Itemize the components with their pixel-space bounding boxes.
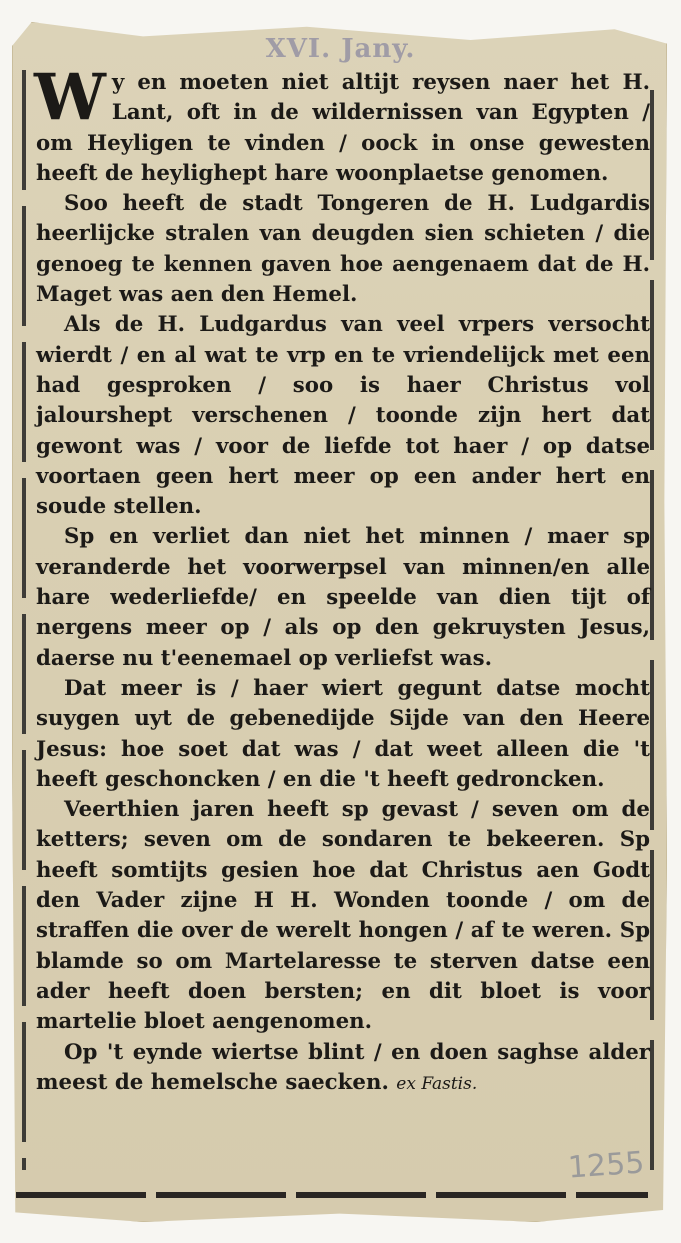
left-border-rule (22, 70, 26, 1170)
bottom-border-rule (16, 1192, 648, 1198)
paragraph-5: Dat meer is / haer wiert gegunt datse mocht suygen uyt de gebenedijde Sijde van den Heere Jesus: hoe soet dat was / dat weet alleen die 't heeft geschoncken / en die 't heeft gedroncken. (36, 675, 650, 792)
paragraph-6: Veerthien jaren heeft sp gevast / seven om de ketters; seven om de sondaren te bekeeren. Sp heeft somtijts gesien hoe dat Christus aen Godt den Vader zijne H H. Wonden toonde / om de straffen die over de werelt hongen / af te weren. Sp blamde so om Martelaresse te sterven datse een ader heeft doen bersten; en dit bloet is voor martelie bloet aengenomen. (36, 797, 650, 1035)
paragraph-7: Op 't eynde wiertse blint / en doen saghse alder meest de hemelsche saecken. ex Fastis. (36, 1039, 650, 1095)
article-body (34, 60, 650, 1099)
source-citation: ex Fastis. (396, 1073, 478, 1094)
paragraph-1: Wy en moeten niet altijt reysen naer het H. Lant, oft in de wildernissen van Egypten / om Heyligen te vinden / oock in onse gewesten heeft de heylighept hare woonplaetse genomen. (34, 60, 650, 186)
page-header-date: XVI. Jany. (265, 34, 416, 64)
pencil-annotation: 1255 (566, 1145, 646, 1186)
drop-cap-letter: W (34, 60, 106, 135)
paragraph-4: Sp en verliet dan niet het minnen / maer sp veranderde het voorwerpsel van minnen/en alle hare wederliefde/ en speelde van dien tijt of nergens meer op / als op den gekruysten Jesus, daerse nu t'eenemael op verliefst was. (36, 524, 650, 671)
paragraph-2: Soo heeft de stadt Tongeren de H. Ludgardis heerlijcke stralen van deugden sien schieten / die genoeg te kennen gaven hoe aengenaem dat de H. Maget was aen den Hemel. (36, 191, 650, 308)
paragraph-3: Als de H. Ludgardus van veel vrpers versocht wierdt / en al wat te vrp en te vriendelijck met een had gesproken / soo is haer Christus vol jalourshept verschenen / toonde zijn hert dat gewont was / voor de liefde tot haer / op datse voortaen geen hert meer op een ander hert en soude stellen. (36, 312, 650, 520)
right-border-rule (650, 90, 654, 1170)
